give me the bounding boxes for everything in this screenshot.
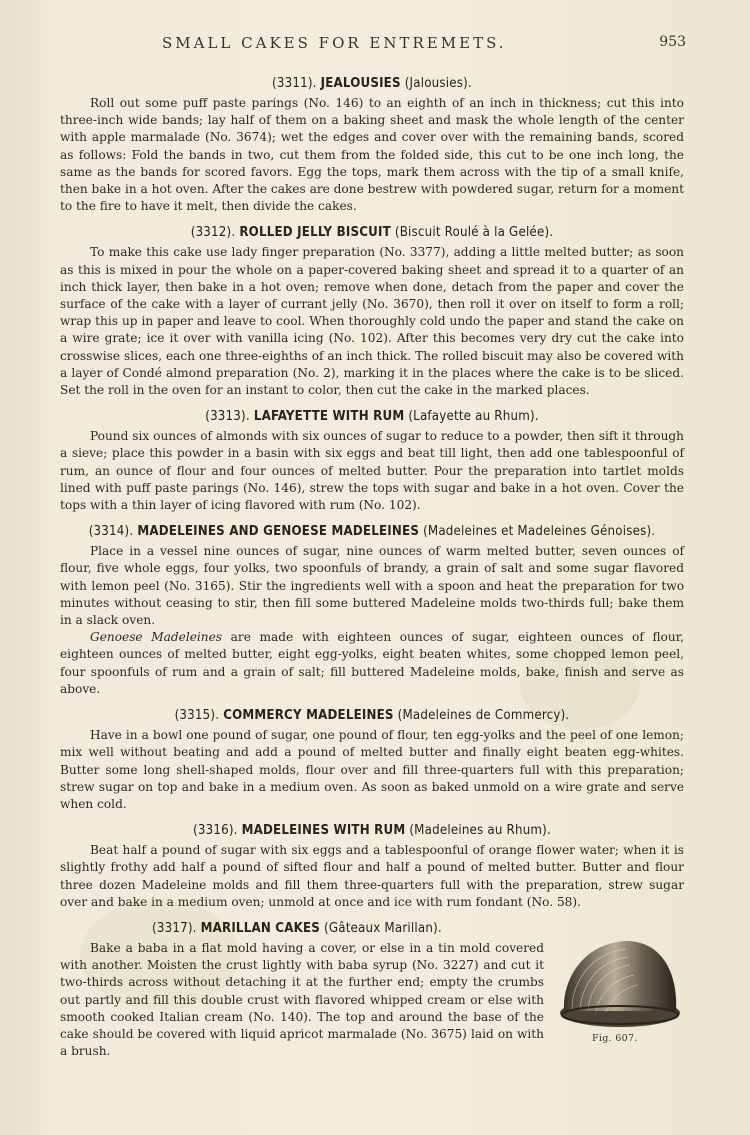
recipe-text: Have in a bowl one pound of sugar, one pound of flour, ten egg-yolks and the peel of one lemon; mix well without beating and add a pound of melted butter and finally eight beaten egg-whites. Butter some long shell-shaped molds, flour over and fill three-quarters full with this preparation; strew sugar on top and bake in a medium oven. As soon as baked unmold on a wire grate and serve when cold. [60, 728, 684, 811]
figure-607 [554, 929, 684, 1059]
recipe-3315 [60, 708, 684, 813]
page-content [60, 76, 684, 1070]
marillan-cake-icon [554, 929, 684, 1033]
italic-term: Genoese Madeleines [90, 630, 223, 645]
recipe-3312 [60, 225, 684, 399]
recipe-text: To make this cake use lady finger preparation (No. 3377), adding a little melted butter; as soon as this is mixed in pour the whole on a paper-covered baking sheet and spread it to a quarter of an inch thick layer, then bake in a hot oven; remove when done, detach from the paper and cover the surface of the cake with a layer of currant jelly (No. 3670), then roll it over on itself to form a roll; wrap this up in paper and leave to cool. When thoroughly cold undo the paper and stand the cake on a wire grate; ice it over with vanilla icing (No. 102). After this becomes very dry cut the cake into crosswise slices, each one three-eighths of an inch thick. The rolled biscuit may also be covered with a layer of Condé almond preparation (No. 2), marking it in the places where the cake is to be sliced. Set the roll in the oven for an instant to color, then cut the cake in the marked places. [60, 245, 684, 398]
recipe-text-genoese: Genoese Madeleines are made with eighteen ounces of sugar, eighteen ounces of flour, eighteen ounces of melted butter, eight egg-yolks, eight beaten whites, some chopped lemon peel, four spoonfuls of rum and a grain of salt; fill buttered Madeleine molds, bake, finish and serve as above. [60, 630, 685, 696]
recipe-3314 [60, 524, 684, 698]
recipe-title: (3316). MADELEINES WITH RUM (Madeleines au Rhum). [193, 823, 551, 839]
recipe-title: (3311). JEALOUSIES (Jalousies). [272, 76, 472, 91]
recipe-text: Beat half a pound of sugar with six eggs and a tablespoonful of orange flower water; when it is slightly frothy add half a pound of sifted flour and half a pound of melted butter. Butter and flour three dozen Madeleine molds and fill them three-quarters full with the preparation, strew sugar over and bake in a medium oven; unmold at once and ice with rum fondant (No. 58). [60, 843, 684, 909]
recipe-3311 [60, 76, 684, 215]
recipe-3316 [60, 823, 684, 911]
recipe-title: (3314). MADELEINES AND GENOESE MADELEINES (Madeleines et Madeleines Génoises). [88, 524, 656, 540]
recipe-title: (3315). COMMERCY MADELEINES (Madeleines de Commercy). [174, 708, 570, 724]
recipe-text: Pound six ounces of almonds with six ounces of sugar to reduce to a powder, then sift it through a sieve; place this powder in a basin with six eggs and beat till light, then add one tablespoonful of rum, an ounce of flour and four ounces of melted butter. Pour the preparation into tartlet molds lined with puff paste parings (No. 146), strew the tops with sugar and bake in a hot oven. Cover the tops with a thin layer of icing flavored with rum (No. 102). [60, 429, 684, 513]
page-number: 953 [659, 34, 686, 50]
page-header [60, 34, 686, 58]
recipe-text: Roll out some puff paste parings (No. 146) to an eighth of an inch in thickness; cut this into three-inch wide bands; lay half of them on a baking sheet and mask the whole length of the center with apple marmalade (No. 3674); wet the edges and cover over with the remaining bands, scored as follows: Fold the bands in two, cut them from the folded side, this cut to be one inch long, the same as the bands for scored favors. Egg the tops, mark them across with the tip of a small knife, then bake in a hot oven. After the cakes are done bestrew with powdered sugar, return for a moment to the fire to have it melt, then divide the cakes. [60, 96, 684, 214]
recipe-title: (3317). MARILLAN CAKES (Gâteaux Marillan). [152, 920, 442, 936]
running-title: SMALL CAKES FOR ENTREMETS. [162, 34, 507, 52]
recipe-3317 [60, 921, 684, 1060]
recipe-text: Place in a vessel nine ounces of sugar, nine ounces of warm melted butter, seven ounces of flour, five whole eggs, four yolks, two spoonfuls of brandy, a grain of salt and some sugar flavored with lemon peel (No. 3165). Stir the ingredients well with a spoon and heat the preparation for two minutes without ceasing to stir, then fill some buttered Madeleine molds two-thirds full; bake them in a slack oven. [60, 544, 684, 628]
recipe-title: (3313). LAFAYETTE WITH RUM (Lafayette au Rhum). [205, 409, 539, 425]
recipe-3313 [60, 409, 684, 514]
figure-caption: Fig. 607. [592, 1032, 638, 1044]
recipe-title: (3312). ROLLED JELLY BISCUIT (Biscuit Roulé à la Gelée). [190, 225, 554, 241]
recipe-text: Bake a baba in a flat mold having a cover, or else in a tin mold covered with another. Moisten the crust lightly with baba syrup (No. 3227) and cut it two-thirds across without detaching it at the further end; empty the crumbs out partly and fill this double crust with flavored whipped cream or else with smooth cooked Italian cream (No. 140). The top and around the base of the cake should be covered with liquid apricot marmalade (No. 3675) laid on with a brush. [60, 940, 544, 1059]
